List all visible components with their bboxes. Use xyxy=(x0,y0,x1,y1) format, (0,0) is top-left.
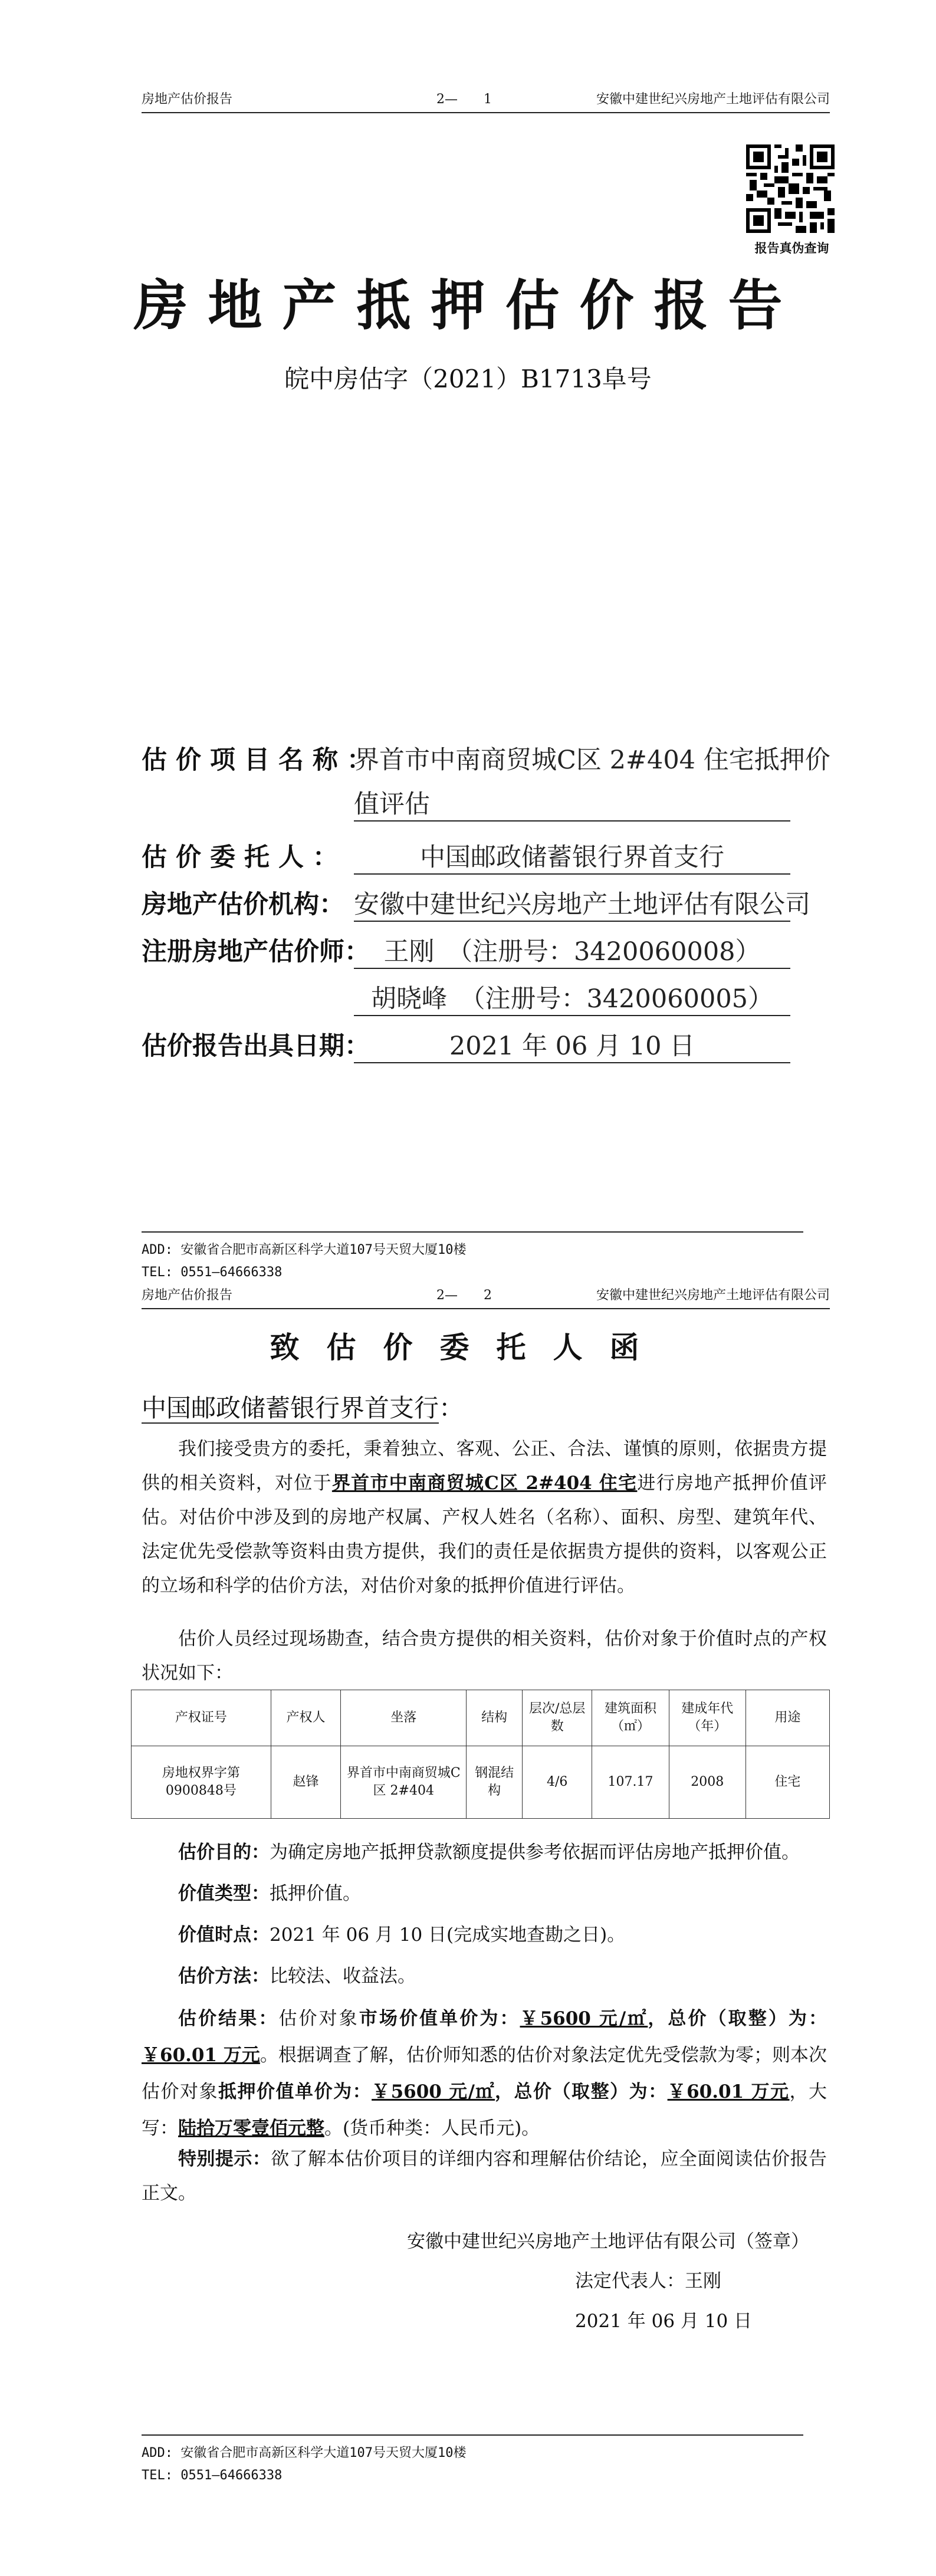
table-header: 坐落 xyxy=(341,1690,467,1746)
signature-representative: 法定代表人：王刚 xyxy=(575,2271,721,2292)
addressee-name: 中国邮政储蓄银行界首支行 xyxy=(142,1394,439,1422)
r9: ，总价（取整）为： xyxy=(495,2081,668,2102)
item-key: 估价方法： xyxy=(178,1966,270,1987)
page-footer xyxy=(142,1231,803,1280)
table-row xyxy=(132,1746,830,1819)
letter-addressee xyxy=(142,1389,464,1424)
r13: 。(货币种类：人民币元)。 xyxy=(324,2118,540,2139)
cover-row-label: 注册房地产估价师： xyxy=(142,937,370,967)
item-key: 价值类型： xyxy=(178,1883,270,1904)
item-key: 估价结果： xyxy=(178,2008,279,2029)
p1-subject-property: 界首市中南商贸城C区 2#404 住宅 xyxy=(331,1473,638,1494)
table-header: 产权人 xyxy=(271,1690,340,1746)
mortgage-unit-price: ￥5600 元/㎡ xyxy=(372,2081,495,2102)
p1-part-c: 进行房地产抵押价值评估。对估价中涉及到的房地产权属、产权人姓名（名称）、面积、房型、建筑年代、法定优先受偿款等资料由贵方提供，我们的责任是依据贵方提供的资料，以客观公正的立场和科学的估价方法，对估价对象的抵押价值进行评估。 xyxy=(142,1473,827,1596)
qr-label: 报告真伪查询 xyxy=(754,241,829,255)
r4: ，总价（取整）为： xyxy=(648,2008,827,2029)
page-header xyxy=(142,88,830,113)
item-value: 欲了解本估价项目的详细内容和理解估价结论，应全面阅读估价报告正文。 xyxy=(142,2148,827,2204)
table-cell: 2008 xyxy=(669,1746,745,1819)
table-header: 建筑面积（㎡） xyxy=(592,1690,669,1746)
market-total-price: ￥60.01 万元 xyxy=(142,2045,260,2066)
item-value: 2021 年 06 月 10 日(完成实地查勘之日)。 xyxy=(270,1924,626,1946)
signature-date: 2021 年 06 月 10 日 xyxy=(575,2311,753,2332)
item-key: 估价目的： xyxy=(178,1842,270,1863)
table-header: 产权证号 xyxy=(132,1690,271,1746)
header-left-text: 房地产估价报告 xyxy=(142,1288,233,1303)
footer-address: ADD: 安徽省合肥市高新区科学大道107号天贸大厦10楼 xyxy=(142,1243,467,1257)
letter-paragraph-1 xyxy=(142,1432,827,1603)
page-header xyxy=(142,1284,830,1309)
qr-code-icon[interactable] xyxy=(746,144,835,233)
letter-paragraph-2: 估价人员经过现场勘查，结合贵方提供的相关资料，估价对象于价值时点的产权状况如下： xyxy=(142,1628,827,1684)
p1-part-a: 我们接受贵方的委托，秉着独立、客观、公正、合法、谨慎的原则，依据贵方提供的相关资料，对位于 xyxy=(142,1438,827,1494)
r6: 。根据调查了解，估价师知悉的估价对象法定优先受偿款为零；则本次估价对象 xyxy=(142,2045,827,2102)
table-cell: 钢混结构 xyxy=(467,1746,523,1819)
header-page-number: 2— 2 xyxy=(436,1288,492,1303)
cover-row-value: 中国邮政储蓄银行界首支行 xyxy=(354,837,790,875)
cover-row-value: 值评估 xyxy=(354,784,790,822)
item-special-notice xyxy=(142,2142,827,2210)
r1: 估价对象 xyxy=(278,2008,359,2029)
item-method xyxy=(178,1959,827,1993)
footer-tel: TEL: 0551—64666338 xyxy=(142,2468,283,2483)
table-cell: 房地权界字第0900848号 xyxy=(132,1746,271,1819)
item-value: 为确定房地产抵押贷款额度提供参考依据而评估房地产抵押价值。 xyxy=(270,1842,800,1863)
market-unit-price: ￥5600 元/㎡ xyxy=(520,2008,648,2029)
header-page-number: 2— 1 xyxy=(436,92,492,107)
letter-page xyxy=(0,1280,936,2576)
cover-row-value: 胡晓峰 （注册号：3420060005） xyxy=(354,979,790,1016)
r2: 市场价值单价为： xyxy=(359,2008,520,2029)
cover-row-label: 估价委托人： xyxy=(142,843,347,872)
item-result xyxy=(142,2000,827,2147)
table-cell: 4/6 xyxy=(523,1746,592,1819)
property-table xyxy=(131,1690,830,1819)
footer-address: ADD: 安徽省合肥市高新区科学大道107号天贸大厦10楼 xyxy=(142,2446,467,2460)
amount-in-words: 陆拾万零壹佰元整 xyxy=(178,2118,324,2139)
cover-row-label: 估价报告出具日期： xyxy=(142,1031,370,1061)
header-company: 安徽中建世纪兴房地产土地评估有限公司 xyxy=(596,1288,830,1303)
item-value: 抵押价值。 xyxy=(270,1883,361,1904)
item-key: 特别提示： xyxy=(178,2148,271,2170)
letter-title: 致估价委托人函 xyxy=(270,1330,666,1365)
header-left-text: 房地产估价报告 xyxy=(142,92,233,107)
table-header: 用途 xyxy=(745,1690,829,1746)
r11: ，大写： xyxy=(142,2081,827,2139)
addressee-colon: ： xyxy=(439,1394,464,1422)
cover-row-value: 界首市中南商贸城C区 2#404 住宅抵押价 xyxy=(354,745,830,775)
cover-row-value: 安徽中建世纪兴房地产土地评估有限公司 xyxy=(354,885,790,922)
r7: 抵押价值单价为： xyxy=(218,2081,372,2102)
table-header-row xyxy=(132,1690,830,1746)
item-value-date xyxy=(178,1918,827,1952)
table-cell: 界首市中南商贸城C区 2#404 xyxy=(341,1746,467,1819)
page-footer xyxy=(142,2434,803,2483)
cover-row-value: 2021 年 06 月 10 日 xyxy=(354,1026,790,1063)
table-cell: 赵锋 xyxy=(271,1746,340,1819)
table-header: 结构 xyxy=(467,1690,523,1746)
report-number: 皖中房估字（2021）B1713阜号 xyxy=(284,364,652,393)
table-cell: 住宅 xyxy=(745,1746,829,1819)
item-value: 比较法、收益法。 xyxy=(270,1966,416,1987)
cover-row-label: 估价项目名称： xyxy=(142,745,381,775)
mortgage-total-price: ￥60.01 万元 xyxy=(667,2081,790,2102)
item-purpose xyxy=(178,1835,827,1869)
header-company: 安徽中建世纪兴房地产土地评估有限公司 xyxy=(596,92,830,107)
table-header: 建成年代（年） xyxy=(669,1690,745,1746)
cover-page xyxy=(0,0,936,1280)
report-title: 房地产抵押估价报告 xyxy=(133,274,803,337)
item-value-type xyxy=(178,1877,827,1911)
footer-tel: TEL: 0551—64666338 xyxy=(142,1265,283,1280)
table-header: 层次/总层数 xyxy=(523,1690,592,1746)
item-key: 价值时点： xyxy=(178,1924,270,1946)
cover-row-label: 房地产估价机构： xyxy=(142,890,344,919)
signature-company: 安徽中建世纪兴房地产土地评估有限公司（签章） xyxy=(407,2231,809,2252)
cover-row-value: 王刚 （注册号：3420060008） xyxy=(354,932,790,969)
table-cell: 107.17 xyxy=(592,1746,669,1819)
